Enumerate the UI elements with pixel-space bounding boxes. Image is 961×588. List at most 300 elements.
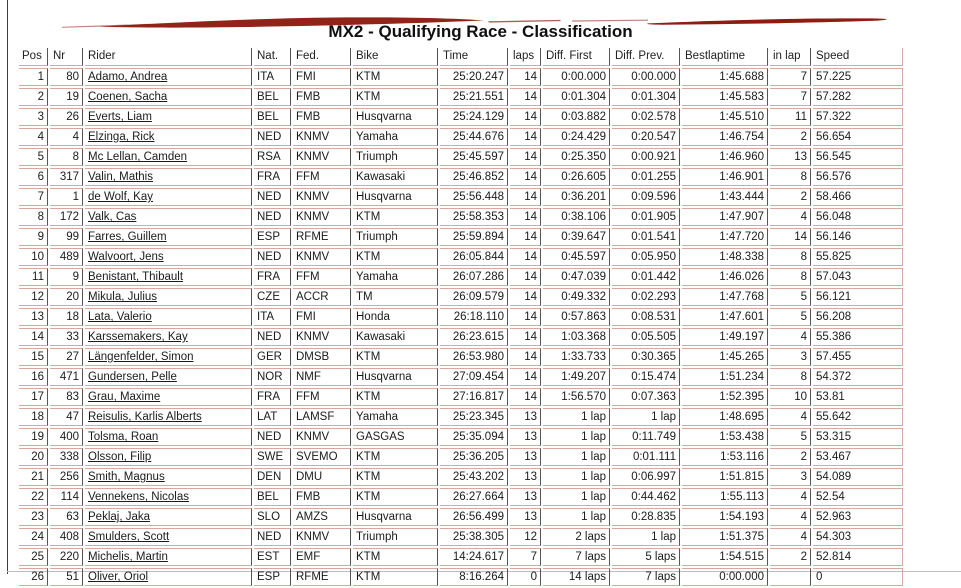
cell-nr: 8 xyxy=(50,148,83,166)
cell-bike: KTM xyxy=(353,568,438,586)
cell-pos: 2 xyxy=(19,88,48,106)
header-row xyxy=(19,48,903,66)
cell-pos: 25 xyxy=(19,548,48,566)
cell-bestlaptime: 1:47.907 xyxy=(682,208,768,226)
cell-bike: KTM xyxy=(353,548,438,566)
cell-bike: KTM xyxy=(353,448,438,466)
cell-speed: 52.814 xyxy=(813,548,903,566)
rider-link[interactable]: Lata, Valerio xyxy=(88,311,152,323)
cell-in_lap: 3 xyxy=(770,348,811,366)
cell-time: 26:53.980 xyxy=(440,348,508,366)
cell-rider xyxy=(85,248,252,266)
cell-speed: 53.467 xyxy=(813,448,903,466)
cell-diff_first: 1:49.207 xyxy=(543,368,610,386)
cell-bike: Yamaha xyxy=(353,408,438,426)
cell-nat: NED xyxy=(254,428,291,446)
cell-rider xyxy=(85,308,252,326)
cell-fed: KNMV xyxy=(293,208,351,226)
cell-rider xyxy=(85,288,252,306)
cell-time: 26:23.615 xyxy=(440,328,508,346)
rider-link[interactable]: Smulders, Scott xyxy=(88,531,170,543)
cell-pos: 23 xyxy=(19,508,48,526)
cell-diff_first: 0:03.882 xyxy=(543,108,610,126)
cell-nat: NED xyxy=(254,128,291,146)
cell-bestlaptime: 1:47.720 xyxy=(682,228,768,246)
cell-in_lap: 7 xyxy=(770,68,811,86)
cell-in_lap: 13 xyxy=(770,148,811,166)
cell-laps: 14 xyxy=(510,288,541,306)
cell-fed: KNMV xyxy=(293,148,351,166)
cell-rider xyxy=(85,208,252,226)
cell-bike: Triumph xyxy=(353,228,438,246)
cell-bike: Yamaha xyxy=(353,268,438,286)
cell-diff_first: 0:39.647 xyxy=(543,228,610,246)
cell-nat: NOR xyxy=(254,368,291,386)
cell-bestlaptime: 1:51.375 xyxy=(682,528,768,546)
cell-nr: 51 xyxy=(50,568,83,586)
cell-diff_prev: 5 laps xyxy=(612,548,680,566)
rider-link[interactable]: de Wolf, Kay xyxy=(88,191,153,203)
rider-link[interactable]: Grau, Maxime xyxy=(88,391,161,403)
cell-diff_first: 1 lap xyxy=(543,408,610,426)
cell-laps: 13 xyxy=(510,428,541,446)
cell-laps: 14 xyxy=(510,228,541,246)
cell-nr: 20 xyxy=(50,288,83,306)
cell-fed: KNMV xyxy=(293,528,351,546)
cell-nat: NED xyxy=(254,208,291,226)
classification-table xyxy=(17,46,905,588)
table-row xyxy=(19,308,903,326)
cell-in_lap: 2 xyxy=(770,448,811,466)
cell-diff_prev: 0:05.505 xyxy=(612,328,680,346)
table-row xyxy=(19,268,903,286)
cell-nr: 83 xyxy=(50,388,83,406)
cell-nat: LAT xyxy=(254,408,291,426)
cell-diff_prev: 0:07.363 xyxy=(612,388,680,406)
cell-bestlaptime: 1:47.768 xyxy=(682,288,768,306)
cell-speed: 57.225 xyxy=(813,68,903,86)
cell-pos: 18 xyxy=(19,408,48,426)
cell-speed: 56.121 xyxy=(813,288,903,306)
rider-link[interactable]: Mc Lellan, Camden xyxy=(88,151,188,163)
cell-diff_first: 1 lap xyxy=(543,448,610,466)
cell-fed: KNMV xyxy=(293,248,351,266)
cell-pos: 8 xyxy=(19,208,48,226)
cell-nat: ITA xyxy=(254,68,291,86)
page-title: MX2 - Qualifying Race - Classification xyxy=(328,22,633,41)
cell-diff_prev: 7 laps xyxy=(612,568,680,586)
cell-fed: EMF xyxy=(293,548,351,566)
table-row xyxy=(19,228,903,246)
cell-laps: 14 xyxy=(510,268,541,286)
rider-link[interactable]: Valk, Cas xyxy=(88,211,137,223)
cell-diff_first: 14 laps xyxy=(543,568,610,586)
cell-laps: 0 xyxy=(510,568,541,586)
cell-nat: NED xyxy=(254,188,291,206)
cell-in_lap: 4 xyxy=(770,488,811,506)
cell-nat: SWE xyxy=(254,448,291,466)
cell-diff_first: 0:47.039 xyxy=(543,268,610,286)
cell-in_lap: 2 xyxy=(770,188,811,206)
cell-time: 25:38.305 xyxy=(440,528,508,546)
cell-in_lap: 4 xyxy=(770,508,811,526)
table-row xyxy=(19,428,903,446)
cell-diff_first: 2 laps xyxy=(543,528,610,546)
cell-fed: FFM xyxy=(293,168,351,186)
cell-diff_prev: 0:01.905 xyxy=(612,208,680,226)
rider-link[interactable]: Benistant, Thibault xyxy=(88,271,184,283)
cell-speed: 54.303 xyxy=(813,528,903,546)
rider-link[interactable]: Peklaj, Jaka xyxy=(88,511,151,523)
cell-bike: Kawasaki xyxy=(353,328,438,346)
table-row xyxy=(19,328,903,346)
rider-link[interactable]: Oliver, Oriol xyxy=(88,571,149,583)
cell-in_lap: 7 xyxy=(770,88,811,106)
cell-laps: 14 xyxy=(510,188,541,206)
cell-rider xyxy=(85,348,252,366)
table-row xyxy=(19,208,903,226)
cell-bestlaptime: 1:51.815 xyxy=(682,468,768,486)
cell-diff_prev: 1 lap xyxy=(612,408,680,426)
cell-laps: 12 xyxy=(510,528,541,546)
cell-laps: 14 xyxy=(510,68,541,86)
cell-nr: 47 xyxy=(50,408,83,426)
cell-pos: 12 xyxy=(19,288,48,306)
cell-bike: Triumph xyxy=(353,148,438,166)
cell-diff_first: 0:26.605 xyxy=(543,168,610,186)
cell-in_lap: 11 xyxy=(770,108,811,126)
cell-bike: Husqvarna xyxy=(353,108,438,126)
cell-fed: KNMV xyxy=(293,328,351,346)
cell-time: 8:16.264 xyxy=(440,568,508,586)
table-row xyxy=(19,488,903,506)
column-header-diff_prev: Diff. Prev. xyxy=(612,48,680,66)
cell-time: 25:59.894 xyxy=(440,228,508,246)
cell-nat: FRA xyxy=(254,168,291,186)
cell-nr: 18 xyxy=(50,308,83,326)
cell-fed: RFME xyxy=(293,568,351,586)
cell-speed: 57.043 xyxy=(813,268,903,286)
cell-diff_prev: 0:30.365 xyxy=(612,348,680,366)
cell-pos: 5 xyxy=(19,148,48,166)
column-header-bestlaptime: Bestlaptime xyxy=(682,48,768,66)
cell-fed: NMF xyxy=(293,368,351,386)
cell-nr: 4 xyxy=(50,128,83,146)
cell-in_lap: 8 xyxy=(770,268,811,286)
cell-rider xyxy=(85,88,252,106)
cell-diff_first: 0:57.863 xyxy=(543,308,610,326)
cell-laps: 14 xyxy=(510,148,541,166)
cell-diff_first: 1 lap xyxy=(543,468,610,486)
cell-fed: ACCR xyxy=(293,288,351,306)
cell-diff_prev: 0:01.255 xyxy=(612,168,680,186)
table-row xyxy=(19,128,903,146)
cell-bestlaptime: 1:45.688 xyxy=(682,68,768,86)
table-row xyxy=(19,388,903,406)
cell-bestlaptime: 1:54.515 xyxy=(682,548,768,566)
cell-rider xyxy=(85,128,252,146)
cell-pos: 17 xyxy=(19,388,48,406)
cell-bike: KTM xyxy=(353,208,438,226)
rider-link[interactable]: Gundersen, Pelle xyxy=(88,371,177,383)
cell-speed: 56.146 xyxy=(813,228,903,246)
cell-fed: KNMV xyxy=(293,188,351,206)
rider-link[interactable]: Valin, Mathis xyxy=(88,171,153,183)
cell-rider xyxy=(85,328,252,346)
cell-fed: FMB xyxy=(293,108,351,126)
cell-diff_first: 0:36.201 xyxy=(543,188,610,206)
cell-pos: 16 xyxy=(19,368,48,386)
cell-diff_prev: 0:00.000 xyxy=(612,68,680,86)
cell-time: 25:43.202 xyxy=(440,468,508,486)
table-row xyxy=(19,248,903,266)
cell-pos: 20 xyxy=(19,448,48,466)
rider-link[interactable]: Elzinga, Rick xyxy=(88,131,155,143)
cell-nat: EST xyxy=(254,548,291,566)
cell-bestlaptime: 1:45.265 xyxy=(682,348,768,366)
cell-in_lap: 14 xyxy=(770,228,811,246)
cell-laps: 13 xyxy=(510,468,541,486)
cell-rider xyxy=(85,408,252,426)
cell-in_lap: 4 xyxy=(770,328,811,346)
cell-nr: 400 xyxy=(50,428,83,446)
cell-nr: 26 xyxy=(50,108,83,126)
cell-in_lap: 8 xyxy=(770,168,811,186)
cell-time: 25:20.247 xyxy=(440,68,508,86)
rider-link[interactable]: Michelis, Martin xyxy=(88,551,168,563)
cell-in_lap: 5 xyxy=(770,288,811,306)
cell-bike: Honda xyxy=(353,308,438,326)
cell-diff_first: 0:38.106 xyxy=(543,208,610,226)
rider-link[interactable]: Reisulis, Karlis Alberts xyxy=(88,411,202,423)
cell-rider xyxy=(85,68,252,86)
classification-table-container xyxy=(17,46,905,588)
cell-laps: 14 xyxy=(510,128,541,146)
cell-rider xyxy=(85,548,252,566)
cell-time: 25:58.353 xyxy=(440,208,508,226)
cell-speed: 52.963 xyxy=(813,508,903,526)
cell-speed: 52.54 xyxy=(813,488,903,506)
rider-link[interactable]: Karssemakers, Kay xyxy=(88,331,188,343)
cell-nat: SLO xyxy=(254,508,291,526)
cell-nr: 33 xyxy=(50,328,83,346)
cell-laps: 14 xyxy=(510,168,541,186)
cell-laps: 14 xyxy=(510,348,541,366)
cell-fed: FFM xyxy=(293,388,351,406)
cell-diff_prev: 0:02.293 xyxy=(612,288,680,306)
cell-bike: KTM xyxy=(353,348,438,366)
cell-diff_first: 0:45.597 xyxy=(543,248,610,266)
cell-bestlaptime: 1:53.116 xyxy=(682,448,768,466)
rider-link[interactable]: Walvoort, Jens xyxy=(88,251,164,263)
cell-bike: TM xyxy=(353,288,438,306)
cell-bestlaptime: 1:43.444 xyxy=(682,188,768,206)
cell-rider xyxy=(85,108,252,126)
cell-nat: ITA xyxy=(254,308,291,326)
table-row xyxy=(19,448,903,466)
cell-time: 26:07.286 xyxy=(440,268,508,286)
table-row xyxy=(19,528,903,546)
cell-speed: 57.282 xyxy=(813,88,903,106)
cell-bike: KTM xyxy=(353,488,438,506)
cell-rider xyxy=(85,428,252,446)
rider-link[interactable]: Mikula, Julius xyxy=(88,291,158,303)
cell-bike: KTM xyxy=(353,88,438,106)
cell-laps: 14 xyxy=(510,328,541,346)
rider-link[interactable]: Smith, Magnus xyxy=(88,471,165,483)
cell-laps: 14 xyxy=(510,208,541,226)
cell-diff_prev: 0:01.304 xyxy=(612,88,680,106)
cell-diff_prev: 0:08.531 xyxy=(612,308,680,326)
cell-diff_first: 1 lap xyxy=(543,488,610,506)
column-header-bike: Bike xyxy=(353,48,438,66)
cell-diff_prev: 0:09.596 xyxy=(612,188,680,206)
cell-nat: NED xyxy=(254,528,291,546)
cell-fed: LAMSF xyxy=(293,408,351,426)
cell-bike: KTM xyxy=(353,388,438,406)
cell-in_lap: 2 xyxy=(770,128,811,146)
table-row xyxy=(19,108,903,126)
cell-rider xyxy=(85,168,252,186)
cell-time: 27:09.454 xyxy=(440,368,508,386)
cell-bike: KTM xyxy=(353,68,438,86)
rider-link[interactable]: Längenfelder, Simon xyxy=(88,351,194,363)
cell-laps: 13 xyxy=(510,448,541,466)
cell-time: 25:46.852 xyxy=(440,168,508,186)
column-header-pos: Pos xyxy=(19,48,48,66)
cell-speed: 53.81 xyxy=(813,388,903,406)
cell-bestlaptime: 1:45.583 xyxy=(682,88,768,106)
cell-in_lap: 3 xyxy=(770,468,811,486)
cell-diff_prev: 0:01.442 xyxy=(612,268,680,286)
cell-nat: BEL xyxy=(254,108,291,126)
column-header-time: Time xyxy=(440,48,508,66)
cell-nr: 256 xyxy=(50,468,83,486)
cell-pos: 26 xyxy=(19,568,48,586)
cell-fed: DMU xyxy=(293,468,351,486)
cell-in_lap: 5 xyxy=(770,428,811,446)
cell-diff_prev: 0:44.462 xyxy=(612,488,680,506)
cell-nr: 338 xyxy=(50,448,83,466)
cell-speed: 53.315 xyxy=(813,428,903,446)
cell-diff_first: 0:00.000 xyxy=(543,68,610,86)
cell-rider xyxy=(85,228,252,246)
cell-rider xyxy=(85,368,252,386)
cell-nr: 114 xyxy=(50,488,83,506)
column-header-in_lap: in lap xyxy=(770,48,811,66)
cell-nr: 9 xyxy=(50,268,83,286)
cell-nr: 408 xyxy=(50,528,83,546)
table-row xyxy=(19,288,903,306)
column-header-rider: Rider xyxy=(85,48,252,66)
table-row xyxy=(19,408,903,426)
cell-speed: 56.545 xyxy=(813,148,903,166)
cell-pos: 4 xyxy=(19,128,48,146)
cell-diff_first: 0:49.332 xyxy=(543,288,610,306)
cell-pos: 9 xyxy=(19,228,48,246)
cell-diff_first: 1:03.368 xyxy=(543,328,610,346)
cell-laps: 13 xyxy=(510,508,541,526)
cell-diff_first: 1 lap xyxy=(543,428,610,446)
cell-laps: 14 xyxy=(510,248,541,266)
cell-fed: FMB xyxy=(293,88,351,106)
rider-link[interactable]: Tolsma, Roan xyxy=(88,431,159,443)
cell-nr: 489 xyxy=(50,248,83,266)
cell-laps: 14 xyxy=(510,88,541,106)
cell-diff_first: 0:24.429 xyxy=(543,128,610,146)
rider-link[interactable]: Vennekens, Nicolas xyxy=(88,491,190,503)
cell-time: 26:56.499 xyxy=(440,508,508,526)
table-row xyxy=(19,88,903,106)
cell-nat: GER xyxy=(254,348,291,366)
cell-nat: NED xyxy=(254,328,291,346)
cell-speed: 0 xyxy=(813,568,903,586)
cell-bestlaptime: 1:45.510 xyxy=(682,108,768,126)
table-row xyxy=(19,168,903,186)
rider-link[interactable]: Everts, Liam xyxy=(88,111,152,123)
table-row xyxy=(19,368,903,386)
column-header-nr: Nr xyxy=(50,48,83,66)
cell-bestlaptime: 1:52.395 xyxy=(682,388,768,406)
cell-laps: 14 xyxy=(510,368,541,386)
rider-link[interactable]: Coenen, Sacha xyxy=(88,91,168,103)
cell-speed: 55.825 xyxy=(813,248,903,266)
rider-link[interactable]: Farres, Guillem xyxy=(88,231,167,243)
cell-rider xyxy=(85,568,252,586)
rider-link[interactable]: Olsson, Filip xyxy=(88,451,152,463)
cell-time: 26:09.579 xyxy=(440,288,508,306)
cell-bike: KTM xyxy=(353,248,438,266)
cell-rider xyxy=(85,488,252,506)
cell-rider xyxy=(85,448,252,466)
cell-fed: KNMV xyxy=(293,128,351,146)
cell-fed: AMZS xyxy=(293,508,351,526)
cell-time: 26:05.844 xyxy=(440,248,508,266)
cell-bike: Triumph xyxy=(353,528,438,546)
cell-in_lap: 4 xyxy=(770,528,811,546)
cell-time: 26:18.110 xyxy=(440,308,508,326)
cell-fed: FFM xyxy=(293,268,351,286)
cell-pos: 1 xyxy=(19,68,48,86)
cell-diff_prev: 0:28.835 xyxy=(612,508,680,526)
cell-pos: 11 xyxy=(19,268,48,286)
cell-bestlaptime: 1:48.695 xyxy=(682,408,768,426)
cell-pos: 24 xyxy=(19,528,48,546)
rider-link[interactable]: Adamo, Andrea xyxy=(88,71,168,83)
cell-diff_prev: 0:01.111 xyxy=(612,448,680,466)
cell-pos: 22 xyxy=(19,488,48,506)
cell-rider xyxy=(85,188,252,206)
cell-bestlaptime: 1:54.193 xyxy=(682,508,768,526)
cell-nat: ESP xyxy=(254,568,291,586)
cell-bestlaptime: 1:48.338 xyxy=(682,248,768,266)
cell-pos: 7 xyxy=(19,188,48,206)
cell-nr: 80 xyxy=(50,68,83,86)
cell-diff_prev: 0:02.578 xyxy=(612,108,680,126)
cell-in_lap: 8 xyxy=(770,248,811,266)
table-row xyxy=(19,188,903,206)
cell-time: 25:56.448 xyxy=(440,188,508,206)
table-row xyxy=(19,568,903,586)
table-row xyxy=(19,148,903,166)
cell-diff_first: 0:25.350 xyxy=(543,148,610,166)
cell-rider xyxy=(85,388,252,406)
page-left-border xyxy=(7,0,8,574)
cell-in_lap: 10 xyxy=(770,388,811,406)
cell-rider xyxy=(85,528,252,546)
cell-laps: 14 xyxy=(510,388,541,406)
cell-bike: Kawasaki xyxy=(353,168,438,186)
